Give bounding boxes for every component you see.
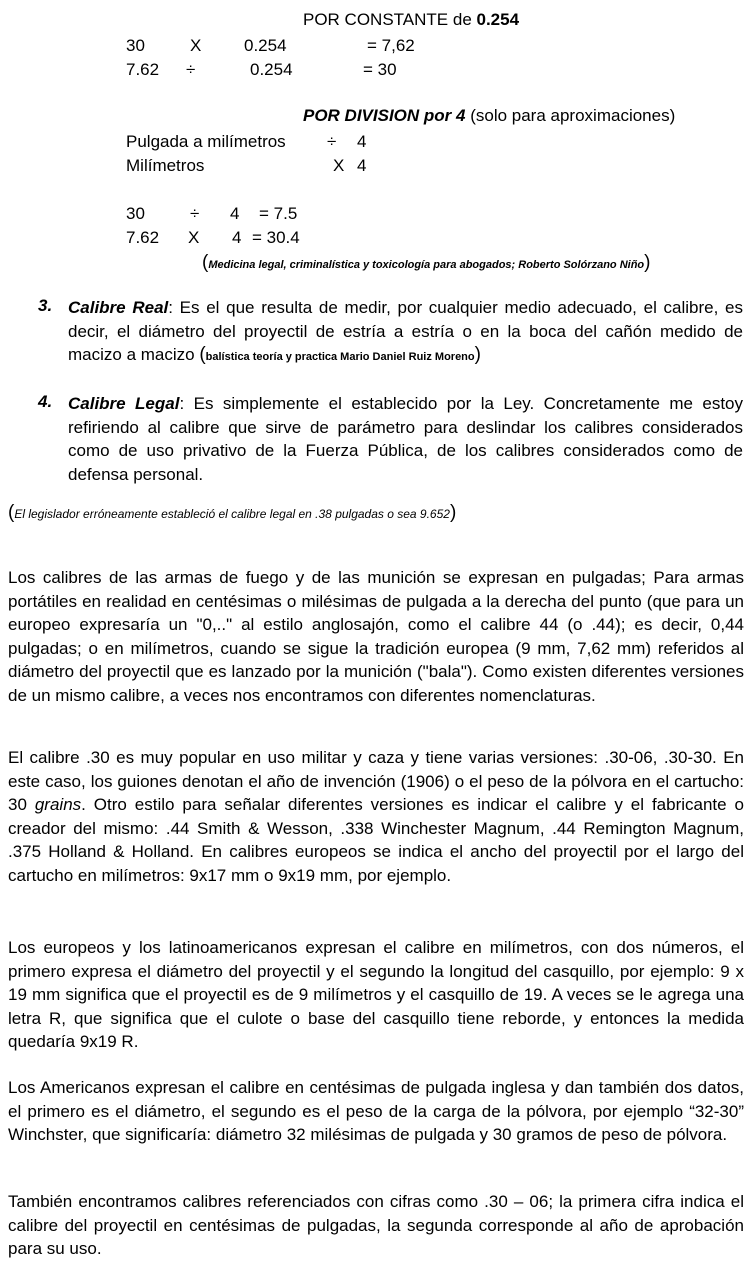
constante-heading: POR CONSTANTE de 0.254 (303, 10, 520, 29)
legislator-note: (El legislador erróneamente estableció el calibre legal en .38 pulgadas o sea 9.652) (8, 502, 457, 523)
division-source-citation: (Medicina legal, criminalística y toxicología para abogados; Roberto Solórzano Niño) (202, 252, 651, 273)
list-item-calibre-real: 3. Calibre Real: Es el que resulta de medir, por cualquier medio adecuado, el calibre, es decir, el diámetro del proyectil de estría a estría o en la boca del cañón medido de macizo a macizo (balística teoría y practica Mario Daniel Ruiz Moreno) (38, 296, 743, 365)
paragraph-americanos: Los Americanos expresan el calibre en centésimas de pulgada inglesa y dan también dos datos, el primero es el diámetro, el segundo es el peso de la carga de la pólvora, por ejemplo “32-30” Winchster, que significaría: diámetro 32 milésimas de pulgada y 30 gramos de peso de pólvora. (8, 1078, 744, 1144)
list-item-calibre-legal: 4. Calibre Legal: Es simplemente el establecido por la Ley. Concretamente me estoy refiriendo al calibre que sirve de parámetro para deslindar los calibres considerados como de uso privativo de la Fuerza Pública, de los calibres considerados como de defensa personal. (38, 392, 743, 484)
term-calibre-legal: Calibre Legal (68, 394, 180, 413)
paragraph-calibre-30: El calibre .30 es muy popular en uso militar y caza y tiene varias versiones: .30-06, .30-30. En este caso, los guiones denotan el año de invención (1906) o el peso de la pólvora en el cartucho: 30 grains. Otro estilo para señalar diferentes versiones es indicar el calibre y el fabricante o creador del mismo: .44 Smith & Wesson, .338 Winchester Magnum, .44 Remington Magnum, .375 Holland & Holland. En calibres europeos se indica el ancho del proyectil por el largo del cartucho en milímetros: 9x17 mm o 9x19 mm, por ejemplo. (8, 748, 744, 885)
term-calibre-real: Calibre Real (68, 298, 169, 317)
reference-balistica: balística teoría y practica Mario Daniel Ruiz Moreno (205, 351, 475, 363)
paragraph-europeos: Los europeos y los latinoamericanos expresan el calibre en milímetros, con dos números, el primero expresa el diámetro del proyectil y el segundo la longitud del casquillo, por ejemplo: 9 x 19 mm significa que el proyectil es de 9 milímetros y el casquillo de 19. A veces se le agrega una letra R, que significa que el culote o base del casquillo tiene reborde, y entonces la medida quedaría 9x19 R. (8, 938, 744, 1051)
paragraph-cifras: También encontramos calibres referenciados con cifras como .30 – 06; la primera cifra indica el calibre del proyectil en centésimas de pulgadas, la segunda corresponde al año de aprobación para su uso. (8, 1192, 744, 1258)
paragraph-calibres-pulgadas: Los calibres de las armas de fuego y de las munición se expresan en pulgadas; Para armas portátiles en realidad en centésimas o milésimas de pulgada a la derecha del punto (que para un europeo expresaría un "0,.." al estilo anglosajón, como el calibre 44 (o .44); es decir, 0,44 pulgadas; o en milímetros, cuando se sigue la tradición europea (9 mm, 7,62 mm) referidos al diámetro del proyectil que es lanzado por la munición ("bala"). Como existen diferentes versiones de un mismo calibre, a veces nos encontramos con diferentes nomenclaturas. (8, 568, 744, 705)
division-heading: POR DIVISION por 4 (solo para aproximaciones) (303, 106, 676, 125)
